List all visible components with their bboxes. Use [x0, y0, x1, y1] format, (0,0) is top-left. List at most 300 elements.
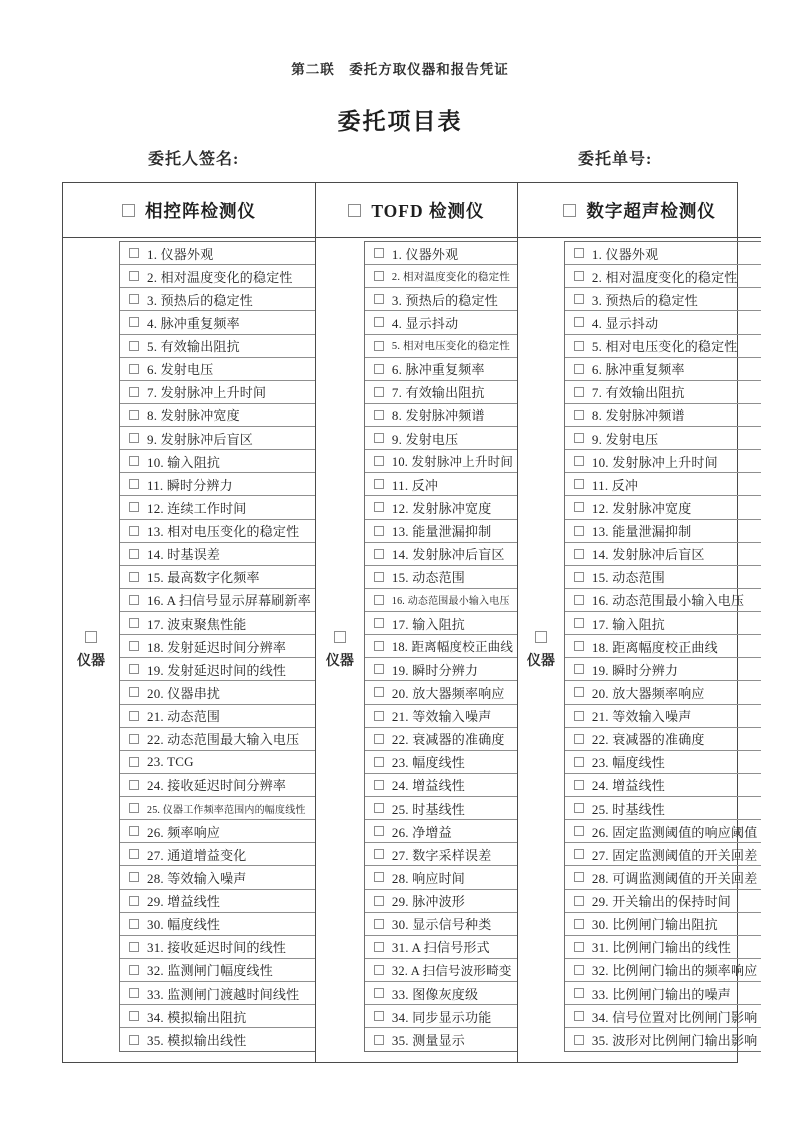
- item-checkbox[interactable]: [129, 664, 139, 674]
- check-item-row: [565, 566, 762, 589]
- item-checkbox[interactable]: [574, 364, 584, 374]
- item-checkbox[interactable]: [374, 757, 384, 767]
- check-item-row: [120, 288, 315, 311]
- item-checkbox[interactable]: [374, 572, 384, 582]
- item-label: 34. 模拟输出阻抗: [147, 1009, 247, 1025]
- check-item-row: [365, 959, 517, 982]
- item-checkbox[interactable]: [129, 1035, 139, 1045]
- check-item-row: [120, 612, 315, 635]
- item-label: 5. 有效输出阻抗: [147, 339, 240, 355]
- item-checkbox[interactable]: [129, 387, 139, 397]
- item-label: 17. 输入阻抗: [591, 616, 666, 632]
- item-label: 2. 相对温度变化的稳定性: [391, 271, 511, 283]
- check-item-row: [365, 635, 517, 658]
- check-item-row: [565, 450, 762, 473]
- check-item-row: [120, 242, 315, 265]
- check-item-row: [120, 496, 315, 519]
- item-checkbox[interactable]: [129, 248, 139, 258]
- check-item-row: [565, 496, 762, 519]
- check-item-row: [365, 681, 517, 704]
- item-checkbox[interactable]: [574, 711, 584, 721]
- check-item-row: [365, 774, 517, 797]
- check-item-row: [365, 1005, 517, 1028]
- item-label: 11. 瞬时分辨力: [147, 477, 233, 493]
- item-label: 35. 测量显示: [391, 1033, 466, 1049]
- check-item-row: [565, 427, 762, 450]
- check-item-row: [120, 982, 315, 1005]
- item-label: 21. 等效输入噪声: [591, 709, 692, 725]
- item-checkbox[interactable]: [574, 849, 584, 859]
- check-item-row: [365, 866, 517, 889]
- item-checkbox[interactable]: [574, 641, 584, 651]
- check-item-row: [120, 913, 315, 936]
- item-checkbox[interactable]: [129, 988, 139, 998]
- check-item-row: [120, 311, 315, 334]
- column-title: 相控阵检测仪: [144, 200, 256, 221]
- instrument-side-checkbox[interactable]: [85, 631, 97, 643]
- item-checkbox[interactable]: [374, 502, 384, 512]
- check-item-row: [365, 543, 517, 566]
- item-checkbox[interactable]: [574, 872, 584, 882]
- item-checkbox[interactable]: [374, 294, 384, 304]
- item-label: 8. 发射脉冲宽度: [147, 408, 240, 424]
- item-checkbox[interactable]: [129, 456, 139, 466]
- item-label: 26. 频率响应: [147, 824, 221, 840]
- item-label: 27. 通道增益变化: [147, 847, 247, 863]
- item-checkbox[interactable]: [574, 896, 584, 906]
- check-item-row: [365, 820, 517, 843]
- item-checkbox[interactable]: [129, 526, 139, 536]
- item-label: 13. 能量泄漏抑制: [591, 524, 692, 540]
- item-checkbox[interactable]: [574, 248, 584, 258]
- item-checkbox[interactable]: [574, 942, 584, 952]
- item-label: 1. 仪器外观: [591, 246, 659, 262]
- item-label: 30. 显示信号种类: [391, 917, 492, 933]
- item-checkbox[interactable]: [129, 317, 139, 327]
- item-label: 10. 发射脉冲上升时间: [391, 455, 513, 470]
- check-item-row: [120, 658, 315, 681]
- check-item-row: [120, 473, 315, 496]
- check-item-row: [365, 797, 517, 820]
- check-item-row: [120, 450, 315, 473]
- item-label: 15. 最高数字化频率: [147, 570, 260, 586]
- check-item-row: [565, 658, 762, 681]
- item-checkbox[interactable]: [374, 364, 384, 374]
- instrument-column: [316, 183, 518, 1062]
- item-label: 25. 时基线性: [391, 801, 466, 817]
- check-item-row: [120, 543, 315, 566]
- instrument-column: [518, 183, 762, 1062]
- item-checkbox[interactable]: [574, 780, 584, 790]
- item-checkbox[interactable]: [574, 1011, 584, 1021]
- item-label: 5. 相对电压变化的稳定性: [591, 339, 738, 355]
- item-label: 20. 放大器频率响应: [591, 685, 705, 701]
- item-checkbox[interactable]: [374, 919, 384, 929]
- item-label: 19. 发射延迟时间的线性: [147, 662, 287, 678]
- item-checkbox[interactable]: [129, 479, 139, 489]
- item-checkbox[interactable]: [574, 826, 584, 836]
- item-checkbox[interactable]: [574, 294, 584, 304]
- item-checkbox[interactable]: [374, 595, 384, 605]
- item-checkbox[interactable]: [574, 664, 584, 674]
- check-item-row: [365, 404, 517, 427]
- item-label: 8. 发射脉冲频谱: [391, 408, 485, 424]
- check-item-row: [365, 589, 517, 612]
- item-checkbox[interactable]: [129, 595, 139, 605]
- item-label: 6. 发射电压: [147, 362, 214, 378]
- item-checkbox[interactable]: [374, 1035, 384, 1045]
- item-checkbox[interactable]: [129, 572, 139, 582]
- item-checkbox[interactable]: [574, 572, 584, 582]
- instrument-side-label: 仪器: [77, 653, 105, 669]
- item-label: 24. 增益线性: [391, 778, 466, 794]
- check-item-row: [365, 1028, 517, 1051]
- item-checkbox[interactable]: [374, 456, 384, 466]
- check-item-row: [365, 913, 517, 936]
- item-label: 29. 脉冲波形: [391, 894, 466, 910]
- item-checkbox[interactable]: [374, 317, 384, 327]
- check-item-row: [365, 751, 517, 774]
- check-item-row: [565, 520, 762, 543]
- item-checkbox[interactable]: [129, 803, 139, 813]
- item-label: 33. 监测闸门渡越时间线性: [147, 986, 300, 1002]
- item-label: 18. 距离幅度校正曲线: [391, 640, 513, 655]
- check-item-row: [565, 358, 762, 381]
- item-checkbox[interactable]: [574, 734, 584, 744]
- check-item-row: [565, 866, 762, 889]
- item-checkbox[interactable]: [374, 387, 384, 397]
- check-item-row: [120, 381, 315, 404]
- check-item-row: [565, 797, 762, 820]
- item-checkbox[interactable]: [374, 248, 384, 258]
- instrument-side-cell: [316, 238, 364, 1062]
- item-checkbox[interactable]: [574, 687, 584, 697]
- item-checkbox[interactable]: [129, 549, 139, 559]
- instrument-side-label: 仪器: [526, 653, 555, 669]
- item-checkbox[interactable]: [574, 965, 584, 975]
- check-item-row: [120, 566, 315, 589]
- item-checkbox[interactable]: [374, 965, 384, 975]
- item-checkbox[interactable]: [574, 317, 584, 327]
- item-checkbox[interactable]: [129, 780, 139, 790]
- item-label: 22. 衰减器的准确度: [591, 732, 705, 748]
- check-item-row: [565, 1005, 762, 1028]
- check-item-row: [565, 982, 762, 1005]
- item-label: 18. 发射延迟时间分辨率: [147, 639, 287, 655]
- check-item-row: [565, 936, 762, 959]
- column-title: TOFD 检测仪: [371, 200, 485, 221]
- item-checkbox[interactable]: [129, 502, 139, 512]
- item-checkbox[interactable]: [574, 919, 584, 929]
- item-label: 33. 图像灰度级: [391, 986, 479, 1002]
- check-item-row: [365, 427, 517, 450]
- check-item-row: [120, 820, 315, 843]
- check-item-row: [120, 728, 315, 751]
- item-checkbox[interactable]: [374, 341, 384, 351]
- item-checkbox[interactable]: [374, 803, 384, 813]
- check-item-row: [365, 890, 517, 913]
- item-label: 23. TCG: [147, 753, 194, 769]
- item-label: 32. 监测闸门幅度线性: [147, 963, 273, 979]
- check-item-row: [120, 358, 315, 381]
- check-item-row: [565, 288, 762, 311]
- item-label: 6. 脉冲重复频率: [591, 362, 685, 378]
- item-checkbox[interactable]: [574, 433, 584, 443]
- check-item-row: [120, 959, 315, 982]
- instrument-side-checkbox[interactable]: [535, 631, 547, 643]
- item-checkbox[interactable]: [574, 271, 584, 281]
- item-checkbox[interactable]: [374, 549, 384, 559]
- item-checkbox[interactable]: [129, 1011, 139, 1021]
- item-checkbox[interactable]: [129, 294, 139, 304]
- item-label: 20. 放大器频率响应: [391, 685, 505, 701]
- item-checkbox[interactable]: [129, 942, 139, 952]
- check-item-row: [120, 936, 315, 959]
- check-item-row: [120, 635, 315, 658]
- check-item-row: [565, 543, 762, 566]
- item-checkbox[interactable]: [374, 1011, 384, 1021]
- item-label: 4. 脉冲重复频率: [147, 315, 240, 331]
- item-label: 26. 固定监测阈值的响应阈值: [591, 824, 758, 840]
- item-label: 28. 等效输入噪声: [147, 870, 247, 886]
- check-item-row: [365, 450, 517, 473]
- check-item-row: [365, 705, 517, 728]
- item-checkbox[interactable]: [129, 849, 139, 859]
- item-label: 34. 同步显示功能: [391, 1009, 492, 1025]
- item-checkbox[interactable]: [374, 849, 384, 859]
- item-label: 16. 动态范围最小输入电压: [391, 596, 510, 608]
- item-checkbox[interactable]: [574, 595, 584, 605]
- column-body: [316, 238, 517, 1062]
- item-label: 30. 比例闸门输出阻抗: [591, 917, 718, 933]
- item-checkbox[interactable]: [574, 757, 584, 767]
- item-label: 35. 波形对比例闸门输出影响: [591, 1033, 758, 1049]
- check-item-row: [120, 843, 315, 866]
- item-checkbox[interactable]: [574, 988, 584, 998]
- check-item-row: [565, 265, 762, 288]
- item-label: 9. 发射脉冲后盲区: [147, 431, 254, 447]
- check-item-row: [120, 797, 315, 820]
- instrument-column: [63, 183, 316, 1062]
- item-checkbox[interactable]: [129, 919, 139, 929]
- check-item-row: [365, 728, 517, 751]
- item-label: 14. 发射脉冲后盲区: [391, 547, 505, 563]
- item-checkbox[interactable]: [374, 711, 384, 721]
- check-item-row: [365, 612, 517, 635]
- check-item-row: [120, 427, 315, 450]
- item-label: 13. 相对电压变化的稳定性: [147, 524, 300, 540]
- item-checkbox[interactable]: [374, 988, 384, 998]
- item-label: 22. 动态范围最大输入电压: [147, 732, 300, 748]
- item-checkbox[interactable]: [129, 687, 139, 697]
- column-title: 数字超声检测仪: [586, 200, 716, 221]
- item-label: 21. 等效输入噪声: [391, 709, 492, 725]
- check-item-row: [365, 936, 517, 959]
- check-item-row: [365, 265, 517, 288]
- item-checkbox[interactable]: [374, 479, 384, 489]
- item-label: 1. 仪器外观: [147, 246, 214, 262]
- item-checkbox[interactable]: [129, 410, 139, 420]
- item-label: 11. 反冲: [591, 477, 639, 493]
- item-checkbox[interactable]: [374, 826, 384, 836]
- item-label: 19. 瞬时分辨力: [591, 662, 679, 678]
- check-item-row: [120, 705, 315, 728]
- item-checkbox[interactable]: [129, 896, 139, 906]
- check-item-row: [565, 890, 762, 913]
- item-label: 16. 动态范围最小输入电压: [591, 593, 745, 609]
- item-checkbox[interactable]: [374, 734, 384, 744]
- instrument-header-checkbox[interactable]: [348, 204, 361, 217]
- item-checkbox[interactable]: [374, 872, 384, 882]
- check-item-row: [565, 751, 762, 774]
- item-checkbox[interactable]: [374, 942, 384, 952]
- check-item-row: [365, 520, 517, 543]
- item-label: 12. 发射脉冲宽度: [391, 500, 492, 516]
- item-checkbox[interactable]: [129, 433, 139, 443]
- item-checkbox[interactable]: [374, 526, 384, 536]
- check-item-row: [565, 589, 762, 612]
- check-item-row: [365, 496, 517, 519]
- item-checkbox[interactable]: [129, 711, 139, 721]
- item-label: 3. 预热后的稳定性: [391, 292, 498, 308]
- item-label: 15. 动态范围: [591, 570, 666, 586]
- item-checkbox[interactable]: [574, 387, 584, 397]
- item-checkbox[interactable]: [129, 757, 139, 767]
- item-label: 19. 瞬时分辨力: [391, 662, 479, 678]
- item-label: 12. 发射脉冲宽度: [591, 500, 692, 516]
- item-checkbox[interactable]: [129, 641, 139, 651]
- item-checkbox[interactable]: [574, 1035, 584, 1045]
- column-header: [316, 183, 517, 238]
- check-item-row: [565, 635, 762, 658]
- check-item-list: [564, 241, 762, 1052]
- item-checkbox[interactable]: [129, 364, 139, 374]
- item-checkbox[interactable]: [374, 780, 384, 790]
- item-label: 4. 显示抖动: [391, 315, 459, 331]
- commission-items-table: [62, 182, 758, 1063]
- item-label: 31. 接收延迟时间的线性: [147, 940, 287, 956]
- check-item-row: [565, 311, 762, 334]
- instrument-side-cell: [518, 238, 564, 1062]
- item-label: 16. A 扫信号显示屏幕刷新率: [147, 593, 311, 609]
- item-checkbox[interactable]: [574, 341, 584, 351]
- check-item-row: [565, 381, 762, 404]
- item-checkbox[interactable]: [129, 618, 139, 628]
- item-label: 32. A 扫信号波形畸变: [391, 963, 512, 978]
- item-label: 31. 比例闸门输出的线性: [591, 940, 732, 956]
- check-item-row: [365, 381, 517, 404]
- item-label: 5. 相对电压变化的稳定性: [391, 341, 511, 353]
- check-item-row: [120, 520, 315, 543]
- check-item-row: [120, 1028, 315, 1051]
- item-checkbox[interactable]: [574, 410, 584, 420]
- item-label: 26. 净增益: [391, 824, 452, 840]
- check-item-row: [120, 1005, 315, 1028]
- item-label: 20. 仪器串扰: [147, 685, 221, 701]
- item-label: 15. 动态范围: [391, 570, 466, 586]
- item-label: 21. 动态范围: [147, 709, 221, 725]
- check-item-row: [565, 820, 762, 843]
- item-checkbox[interactable]: [574, 803, 584, 813]
- item-label: 28. 响应时间: [391, 870, 466, 886]
- item-checkbox[interactable]: [374, 271, 384, 281]
- item-label: 2. 相对温度变化的稳定性: [591, 269, 738, 285]
- item-checkbox[interactable]: [129, 826, 139, 836]
- item-label: 25. 时基线性: [591, 801, 666, 817]
- item-label: 12. 连续工作时间: [147, 500, 247, 516]
- check-item-row: [365, 982, 517, 1005]
- item-checkbox[interactable]: [129, 734, 139, 744]
- item-checkbox[interactable]: [574, 456, 584, 466]
- item-checkbox[interactable]: [374, 664, 384, 674]
- item-checkbox[interactable]: [574, 526, 584, 536]
- item-label: 30. 幅度线性: [147, 917, 221, 933]
- item-checkbox[interactable]: [374, 618, 384, 628]
- item-checkbox[interactable]: [374, 687, 384, 697]
- item-checkbox[interactable]: [574, 549, 584, 559]
- item-label: 1. 仪器外观: [391, 246, 459, 262]
- item-label: 7. 有效输出阻抗: [591, 385, 685, 401]
- item-label: 3. 预热后的稳定性: [591, 292, 698, 308]
- item-label: 28. 可调监测阈值的开关回差: [591, 870, 758, 886]
- item-checkbox[interactable]: [129, 341, 139, 351]
- item-checkbox[interactable]: [129, 965, 139, 975]
- check-item-row: [565, 473, 762, 496]
- instrument-header-checkbox[interactable]: [122, 204, 135, 217]
- check-item-row: [565, 705, 762, 728]
- item-checkbox[interactable]: [374, 896, 384, 906]
- check-item-row: [565, 1028, 762, 1051]
- item-checkbox[interactable]: [374, 641, 384, 651]
- item-label: 32. 比例闸门输出的频率响应: [591, 963, 758, 979]
- check-item-row: [120, 681, 315, 704]
- item-checkbox[interactable]: [574, 502, 584, 512]
- instrument-side-cell: [63, 238, 119, 1062]
- check-item-row: [120, 866, 315, 889]
- item-label: 18. 距离幅度校正曲线: [591, 639, 718, 655]
- item-label: 29. 开关输出的保持时间: [591, 894, 732, 910]
- item-checkbox[interactable]: [374, 410, 384, 420]
- item-label: 9. 发射电压: [591, 431, 659, 447]
- item-checkbox[interactable]: [574, 618, 584, 628]
- check-item-list: [364, 241, 517, 1052]
- instrument-header-checkbox[interactable]: [563, 204, 576, 217]
- item-label: 4. 显示抖动: [591, 315, 659, 331]
- item-checkbox[interactable]: [129, 271, 139, 281]
- column-body: [518, 238, 762, 1062]
- check-item-row: [120, 751, 315, 774]
- check-item-row: [365, 242, 517, 265]
- item-checkbox[interactable]: [129, 872, 139, 882]
- check-item-row: [565, 404, 762, 427]
- item-checkbox[interactable]: [574, 479, 584, 489]
- item-checkbox[interactable]: [374, 433, 384, 443]
- item-label: 33. 比例闸门输出的噪声: [591, 986, 732, 1002]
- check-item-row: [565, 242, 762, 265]
- item-label: 17. 波束聚焦性能: [147, 616, 247, 632]
- item-label: 24. 增益线性: [591, 778, 666, 794]
- column-body: [63, 238, 315, 1062]
- page-title: 委托项目表: [337, 109, 463, 134]
- check-item-row: [565, 728, 762, 751]
- copy-label: 第二联 委托方取仪器和报告凭证: [291, 62, 509, 77]
- check-item-row: [120, 774, 315, 797]
- instrument-side-checkbox[interactable]: [334, 631, 346, 643]
- check-item-row: [365, 843, 517, 866]
- signer-label: 委托人签名:: [148, 151, 240, 168]
- item-label: 27. 数字采样误差: [391, 847, 492, 863]
- check-item-row: [365, 335, 517, 358]
